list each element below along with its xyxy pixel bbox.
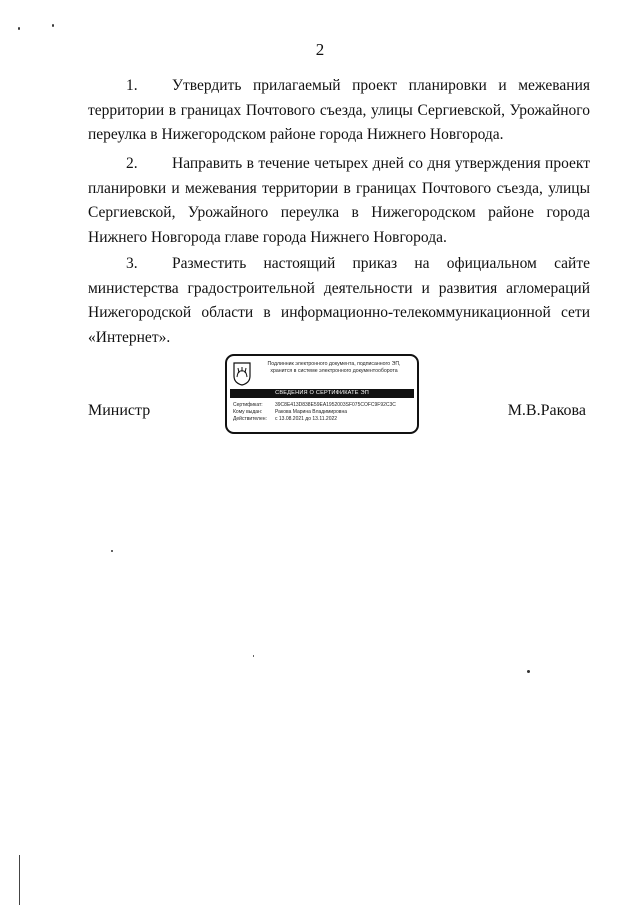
validity-row [233, 416, 413, 423]
signer-position: Министр [88, 402, 151, 419]
stamp-details [233, 402, 413, 424]
scan-speck [253, 655, 254, 657]
owner-label: Кому выдан: [233, 409, 263, 416]
page-number: 2 [315, 40, 325, 59]
item-number: 2. [126, 155, 138, 172]
paragraph-1 [88, 74, 590, 148]
item-text: Направить в течение четырех дней со дня утверждения проект планировки и межевания территории в границах Почтового съезда, улицы Сергиевской, Урожайного переулка в Нижегородском районе города Нижнего Новгорода главе города Нижнего Новгорода. [88, 155, 590, 246]
coat-of-arms-icon [233, 362, 251, 386]
stamp-header-line: Подлинник электронного документа, подписанного ЭП, [267, 361, 401, 367]
certificate-row [233, 402, 413, 409]
stamp-title-bar: СВЕДЕНИЯ О СЕРТИФИКАТЕ ЭП [230, 389, 414, 398]
scan-speck [18, 27, 20, 30]
paragraph-3 [88, 252, 590, 350]
validity-value: с 13.08.2021 до 13.11.2022 [275, 416, 338, 423]
scan-speck [52, 24, 54, 27]
item-number: 3. [126, 255, 138, 272]
scan-margin-line [19, 855, 20, 905]
signer-name: М.В.Ракова [507, 402, 586, 419]
item-text: Разместить настоящий приказ на официальном сайте министерства градостроительной деятельности и развития агломераций Нижегородской области в информационно-телекоммуникационной сети «Интернет». [88, 255, 590, 346]
stamp-header [255, 361, 413, 374]
item-number: 1. [126, 77, 138, 94]
certificate-value: 39C8E413D838E59EA1952003SF075COFC9F92C3C [275, 402, 396, 408]
scan-speck [527, 670, 530, 673]
item-text: Утвердить прилагаемый проект планировки и межевания территории в границах Почтового съезда, улицы Сергиевской, Урожайного переулка в Нижегородском районе города Нижнего Новгорода. [88, 77, 590, 143]
validity-label: Действителен: [233, 416, 267, 423]
scan-speck [111, 550, 113, 552]
stamp-header-line: хранится в системе электронного документооборота [270, 367, 398, 374]
owner-value: Ракова Марина Владимировна [275, 409, 347, 416]
paragraph-2 [88, 152, 590, 250]
electronic-signature-stamp [225, 354, 419, 434]
certificate-label: Сертификат: [233, 402, 263, 408]
